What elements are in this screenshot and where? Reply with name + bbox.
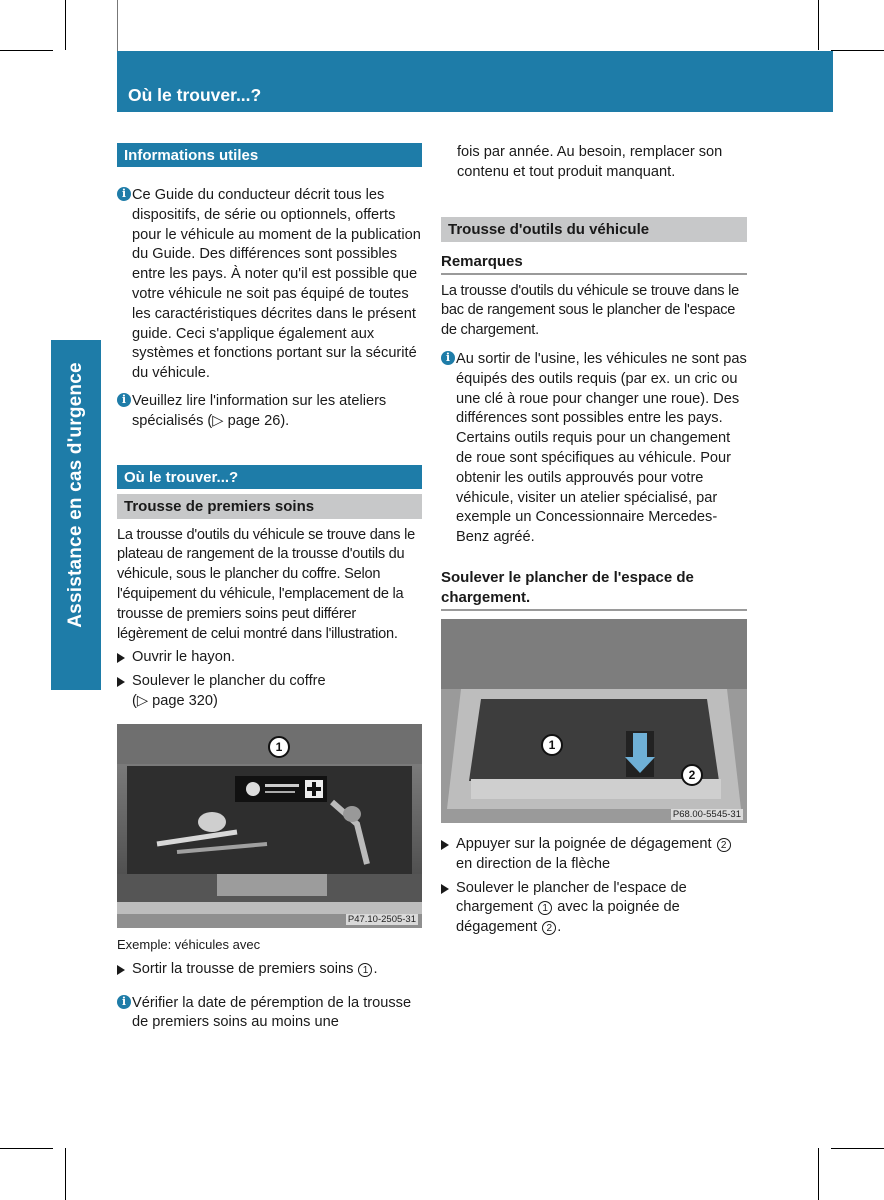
- step-item: [117, 672, 422, 712]
- paragraph: La trousse d'outils du véhicule se trouve dans le bac de rangement sous le plancher de l'espace de chargement.: [441, 282, 740, 339]
- crop-mark: [65, 0, 66, 50]
- photo-drawing: [441, 619, 747, 823]
- lift-floor-heading: Soulever le plancher de l'espace de chargement.: [441, 568, 747, 611]
- info-text: Au sortir de l'usine, les véhicules ne sont pas équipés des outils requis (par ex. un cric ou une clé à roue pour changer une roue). Des différences sont possibles entre les pays. Certains outils requis pour un changement de roue sont spécifiques au véhicule. Pour obtenir les outils approuvés pour votre véhicule, visiter un atelier spécialisé, par exemple un Concessionnaire Mercedes-Benz agréé.: [456, 350, 747, 546]
- info-note: [117, 186, 422, 384]
- page-number: 320: [81, 86, 110, 105]
- step-arrow-icon: [441, 840, 449, 850]
- step-text-end: .: [557, 919, 562, 936]
- first-aid-kit-photo: [117, 724, 422, 928]
- callout-ref-1: 1: [358, 963, 372, 977]
- info-text: Veuillez lire l'information sur les ateliers spécialisés (▷ page 26).: [132, 392, 387, 429]
- step-text: Soulever le plancher du coffre: [132, 673, 326, 690]
- section-title-ou-trouver: Où le trouver...?: [117, 465, 422, 489]
- info-icon: i: [117, 393, 131, 407]
- crop-mark: [0, 1148, 53, 1149]
- step-arrow-icon: [117, 653, 125, 663]
- side-tab[interactable]: [51, 350, 101, 640]
- callout-ref-2: 2: [542, 921, 556, 935]
- left-column: [117, 143, 422, 1033]
- callout-2: 2: [681, 764, 703, 786]
- page-title: Où le trouver...?: [128, 85, 262, 105]
- remarks-heading: Remarques: [441, 252, 747, 275]
- step-arrow-icon: [117, 677, 125, 687]
- step-text-end: .: [373, 960, 378, 977]
- info-icon: i: [441, 351, 455, 365]
- callout-ref-1: 1: [538, 901, 552, 915]
- info-text: Ce Guide du conducteur décrit tous les dispositifs, de série ou optionnels, offerts pour le véhicule au moment de la publication du Guide. Des différences sont possibles entre les pays. À noter qu'il est possible que votre véhicule ne soit pas équipé de toutes les caractéristiques décrites dans le présent guide. Ceci s'applique également aux systèmes et fonctions portant sur la sécurité du véhicule.: [132, 187, 421, 382]
- cargo-floor-photo: [441, 619, 747, 823]
- image-code: P68.00-5545-31: [672, 808, 741, 820]
- subsection-title-premiers-soins: Trousse de premiers soins: [117, 494, 422, 519]
- info-text: Vérifier la date de péremption de la trousse de premiers soins au moins une: [132, 994, 412, 1031]
- step-arrow-icon: [117, 965, 125, 975]
- crop-mark: [818, 1148, 819, 1200]
- crop-mark: [117, 0, 118, 51]
- callout-1: 1: [541, 734, 563, 756]
- crop-mark: [831, 50, 884, 51]
- image-caption: Exemple: véhicules avec: [117, 936, 261, 952]
- info-icon: i: [117, 995, 131, 1009]
- paragraph: La trousse d'outils du véhicule se trouve dans le plateau de rangement de la trousse d'outils du véhicule, sous le plancher du coffre. Selon l'équipement du véhicule, l'emplacement de la trousse de premiers soins peut différer légèrement de celui montré dans l'illustration.: [117, 526, 416, 642]
- side-tab-label: Assistance en cas d'urgence: [65, 362, 87, 628]
- info-note: [117, 994, 422, 1034]
- photo-drawing: [117, 724, 422, 928]
- page-reference-link[interactable]: (▷ page 320): [132, 692, 218, 709]
- step-text: avec la poignée de dégagement: [456, 899, 680, 936]
- step-text: Soulever le plancher de l'espace de chargement: [456, 879, 687, 916]
- crop-mark: [0, 50, 53, 51]
- step-item: [117, 648, 422, 668]
- callout-ref-2: 2: [717, 838, 731, 852]
- step-text: Ouvrir le hayon.: [132, 649, 236, 666]
- step-item: [441, 835, 747, 875]
- step-arrow-icon: [441, 884, 449, 894]
- section-title-trousse-outils: Trousse d'outils du véhicule: [441, 217, 747, 242]
- step-item: [441, 879, 747, 938]
- image-code: P47.10-2505-31: [347, 913, 416, 925]
- section-title-informations: Informations utiles: [117, 143, 422, 167]
- info-note: [117, 392, 422, 432]
- step-item: [117, 960, 422, 980]
- continued-text: fois par année. Au besoin, remplacer son contenu et tout produit manquant.: [457, 144, 723, 180]
- step-text: en direction de la flèche: [456, 855, 611, 872]
- crop-mark: [818, 0, 819, 50]
- info-icon: i: [117, 187, 131, 201]
- callout-1: 1: [268, 736, 290, 758]
- step-text: Sortir la trousse de premiers soins: [132, 960, 354, 977]
- crop-mark: [65, 1148, 66, 1200]
- right-column: [441, 143, 747, 938]
- crop-mark: [831, 1148, 884, 1149]
- info-note: [441, 350, 747, 548]
- step-text: Appuyer sur la poignée de dégagement: [456, 835, 712, 852]
